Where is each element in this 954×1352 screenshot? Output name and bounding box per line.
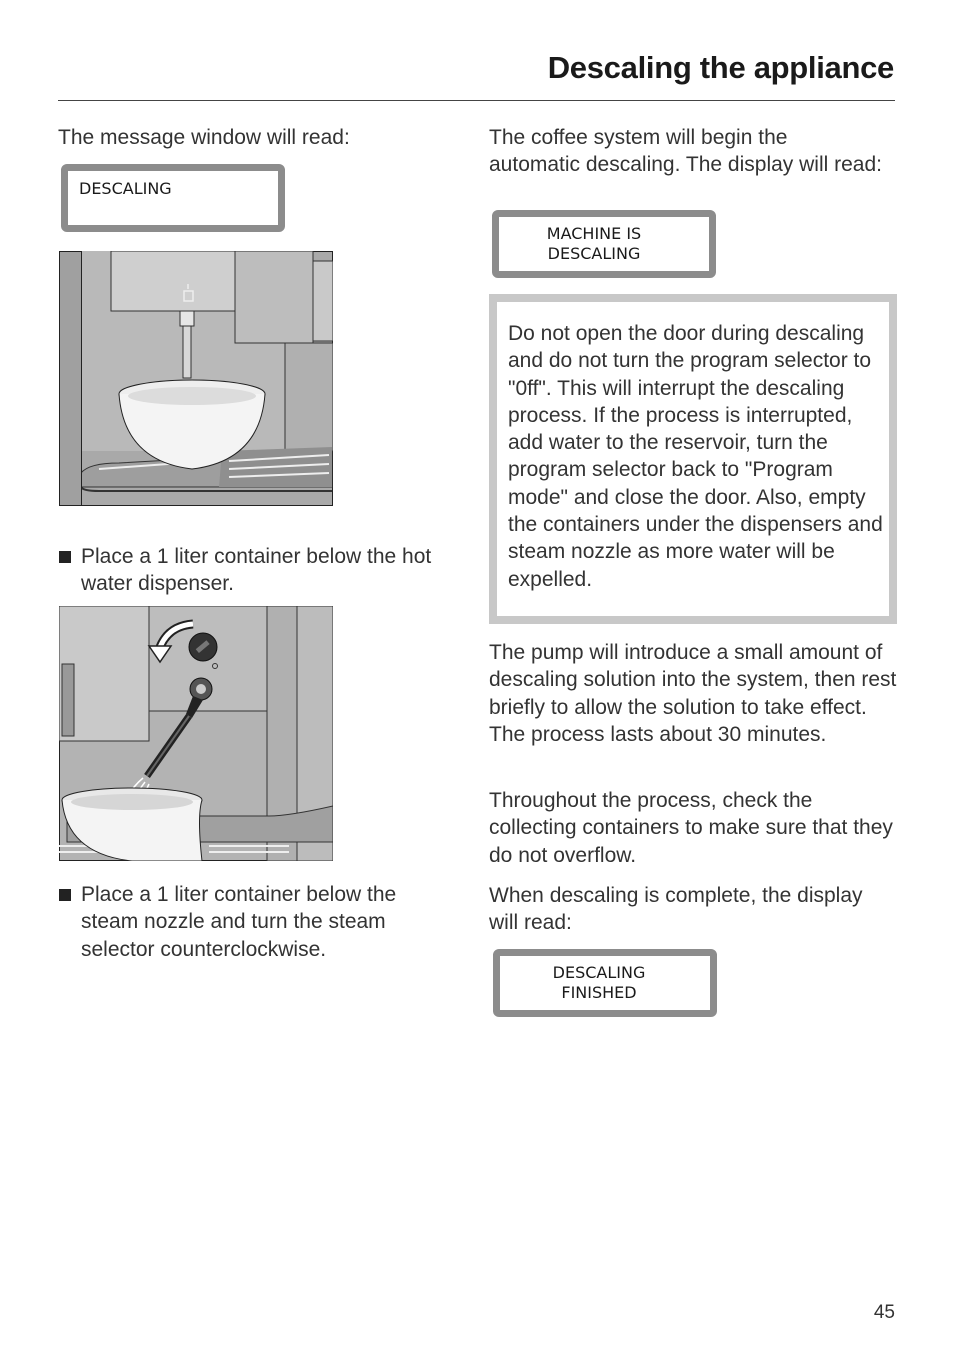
display-machine-is-descaling-line1: MACHINE IS <box>546 224 642 243</box>
right-intro-text: The coffee system will begin the automatic descaling. The display will read: <box>489 126 882 177</box>
complete-paragraph: When descaling is complete, the display will read: <box>489 884 863 935</box>
left-intro-text: The message window will read: <box>58 126 350 149</box>
display-descaling-finished-line1: DESCALING <box>552 963 646 982</box>
display-descaling-finished <box>493 949 717 1017</box>
warning-text: Do not open the door during descaling and do not turn the program selector to "0ff". This will interrupt the descaling process. If the process is interrupted, add water to the reservoir, turn the program selector back to "Program mode" and close the door. Also, empty the containers under the dispensers and steam nozzle as more water will be expelled. <box>508 322 883 591</box>
display-machine-is-descaling-line2: DESCALING <box>547 244 641 263</box>
steam-nozzle-illustration <box>59 606 333 861</box>
header-rule <box>58 100 895 101</box>
page-title: Descaling the appliance <box>547 50 894 85</box>
pump-paragraph: The pump will introduce a small amount of descaling solution into the system, then rest briefly to allow the solution to take effect. The process lasts about 30 minutes. <box>489 641 897 746</box>
page-number: 45 <box>873 1302 895 1323</box>
display-descaling <box>61 164 285 232</box>
check-paragraph: Throughout the process, check the collecting containers to make sure that they do not overflow. <box>489 789 893 867</box>
display-descaling-text: DESCALING <box>79 179 172 198</box>
display-machine-is-descaling <box>492 210 716 278</box>
hot-water-dispenser-illustration <box>59 251 333 506</box>
bullet-steam-nozzle-text: Place a 1 liter container below the steam nozzle and turn the steam selector counterclockwise. <box>81 883 397 961</box>
warning-box <box>489 294 897 624</box>
bullet-square-icon <box>59 551 71 563</box>
bullet-hot-water-text: Place a 1 liter container below the hot water dispenser. <box>81 545 432 596</box>
bullet-square-icon <box>59 889 71 901</box>
display-descaling-finished-line2: FINISHED <box>561 983 637 1002</box>
